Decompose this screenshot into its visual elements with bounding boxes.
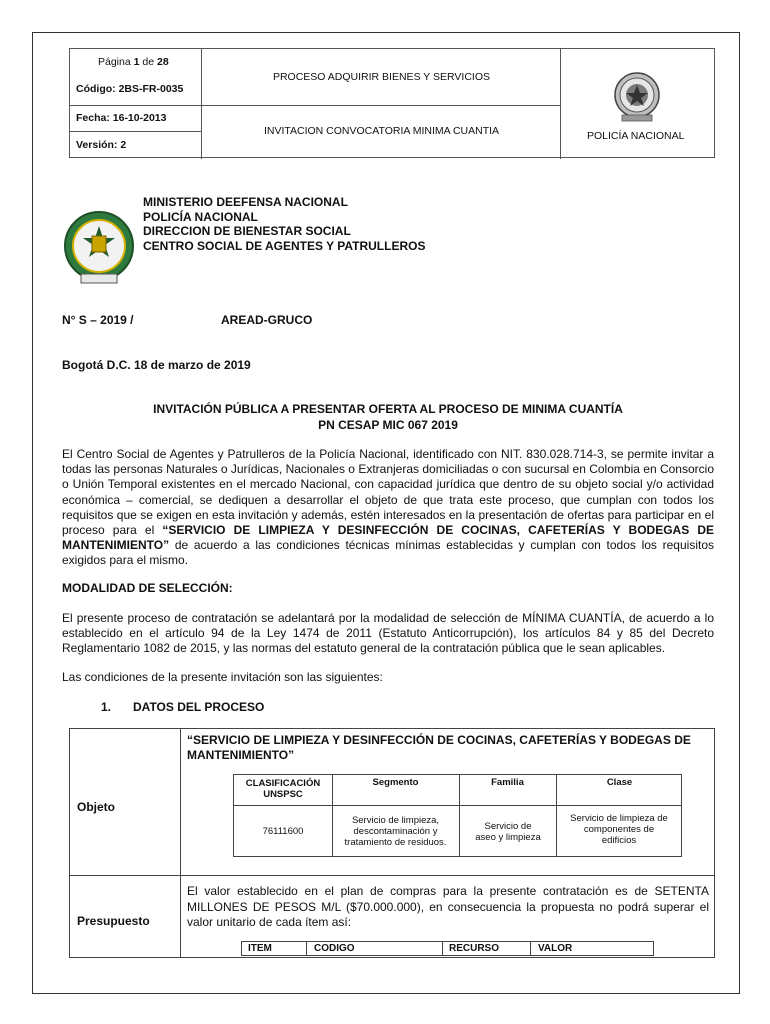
- agency-line-ministry: MINISTERIO DEEFENSA NACIONAL: [143, 195, 348, 209]
- agency-line-center: CENTRO SOCIAL DE AGENTES Y PATRULLEROS: [143, 238, 426, 253]
- national-police-seal-icon: [59, 208, 139, 288]
- items-header-code: CODIGO: [314, 943, 355, 954]
- unspsc-code: 76111600: [262, 826, 304, 837]
- objeto-text: “SERVICIO DE LIMPIEZA Y DESINFECCIÓN DE COCINAS, CAFETERÍAS Y BODEGAS DE MANTENIMIENTO”: [187, 733, 691, 762]
- date-line: Bogotá D.C. 18 de marzo de 2019: [62, 358, 251, 372]
- unspsc-segment: Servicio de limpieza, descontaminación y tratamiento de residuos.: [344, 815, 447, 848]
- unspsc-class: Servicio de limpieza de componentes de edificios: [570, 812, 668, 846]
- reference-number: N° S – 2019 /: [62, 313, 134, 327]
- header-logo-cell: [561, 49, 716, 159]
- doc-version: Versión: 2: [76, 139, 127, 151]
- intro-paragraph: El Centro Social de Agentes y Patrulleros de la Policía Nacional, identificado con NIT. 830.028.714-3, se permite invitar a todas las personas Naturales o Jurídicas, Nacionales o Extranjeras domiciliadas o con sucursal en Colombia en Consorcio o Unión Temporal existentes en el mercado Nacional, con capacidad jurídica que dentro de su objeto social y/o actividad económica – comercial, se dediquen a desarrollar el objeto de que trata este proceso, que cumplan con todos los requisitos que se exigen en esta invitación y además, estén interesados en la presentación de ofertas para participar en el proceso para el “SERVICIO DE LIMPIEZA Y DESINFECCIÓN DE COCINAS, CAFETERÍAS Y BODEGAS DE MANTENIMIENTO” de acuerdo a las condiciones técnicas mínimas establecidas y cumplan con todos los requisitos exigidos para el mismo.: [62, 447, 715, 568]
- unspsc-header-class: Clase: [606, 777, 633, 788]
- unspsc-header-family: Familia: [491, 777, 524, 788]
- modalidad-paragraph: El presente proceso de contratación se adelantará por la modalidad de selección de MÍNIMA CUANTÍA, de acuerdo a lo establecido en el artículo 94 de la Ley 1474 de 2011 (Estatuto Anticorrupción), los artículos 84 y 85 del Decreto Reglamentario 1082 de 2015, y las normas del estatuto general de la contratación pública que le sean aplicables.: [62, 611, 714, 656]
- unspsc-header-classification: CLASIFICACIÓN UNSPSC: [245, 778, 321, 800]
- entity-name: POLICÍA NACIONAL: [587, 130, 685, 142]
- page-indicator: Página 1 de 28: [98, 56, 169, 68]
- invitation-title: INVITACIÓN PÚBLICA A PRESENTAR OFERTA AL PROCESO DE MINIMA CUANTÍA: [153, 402, 623, 416]
- process-data-table: [69, 728, 715, 958]
- modalidad-heading: MODALIDAD DE SELECCIÓN:: [62, 581, 233, 595]
- process-name: PROCESO ADQUIRIR BIENES Y SERVICIOS: [272, 71, 491, 83]
- doc-date: Fecha: 16-10-2013: [76, 112, 167, 124]
- police-crest-icon: [610, 69, 664, 125]
- items-table-header: [241, 941, 654, 956]
- reference-area: AREAD-GRUCO: [221, 313, 313, 327]
- unspsc-table: [233, 774, 682, 857]
- doc-code: Código: 2BS-FR-0035: [76, 83, 184, 95]
- items-header-value: VALOR: [538, 943, 573, 954]
- invitation-code: PN CESAP MIC 067 2019: [318, 418, 458, 432]
- unspsc-header-segment: Segmento: [372, 777, 419, 788]
- section-title: DATOS DEL PROCESO: [133, 700, 265, 714]
- header-meta-cell: [70, 49, 202, 159]
- doc-type: INVITACION CONVOCATORIA MINIMA CUANTIA: [263, 125, 500, 137]
- items-header-resource: RECURSO: [449, 943, 500, 954]
- agency-line-direction: DIRECCION DE BIENESTAR SOCIAL: [143, 224, 351, 238]
- objeto-label: Objeto: [77, 800, 115, 814]
- agency-block: [143, 195, 425, 253]
- unspsc-family: Servicio de aseo y limpieza: [475, 820, 541, 843]
- document-header-table: [69, 48, 715, 158]
- items-header-item: ITEM: [248, 943, 272, 954]
- presupuesto-label: Presupuesto: [77, 914, 150, 928]
- conditions-line: Las condiciones de la presente invitación son las siguientes:: [62, 670, 383, 684]
- presupuesto-text: El valor establecido en el plan de compras para la presente contratación es de SETENTA MILLONES DE PESOS M/L ($70.000.000), en consecuencia la propuesta no podrá superar el valor unitario de cada ítem así:: [187, 884, 709, 929]
- section-number: 1.: [101, 700, 112, 714]
- agency-line-police: POLICÍA NACIONAL: [143, 209, 258, 224]
- header-title-cell: [202, 49, 561, 159]
